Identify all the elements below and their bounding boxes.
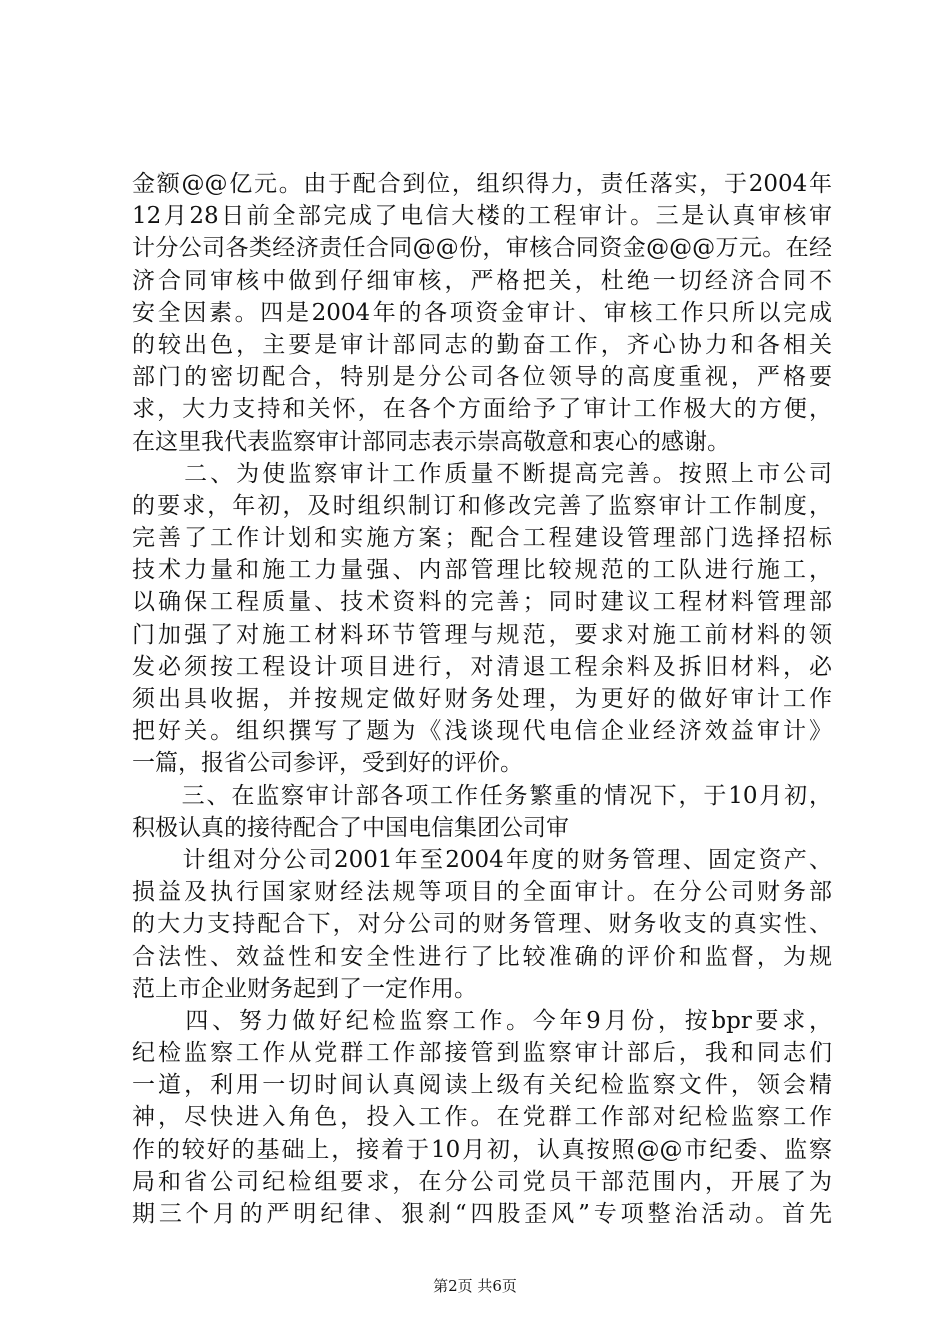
text-line: 的大力支持配合下，对分公司的财务管理、财务收支的真实性、 [132,911,832,938]
text-line: 济合同审核中做到仔细审核，严格把关，杜绝一切经济合同不 [132,267,832,294]
text-line: 完善了工作计划和实施方案；配合工程建设管理部门选择招标 [132,525,832,552]
text-line: 技术力量和施工力量强、内部管理比较规范的工队进行施工， [132,557,832,584]
text-line: 期三个月的严明纪律、狠刹“四股歪风”专项整治活动。首先 [132,1201,832,1227]
text-line: 合法性、效益性和安全性进行了比较准确的评价和监督，为规 [132,943,832,970]
text-line: 12月28日前全部完成了电信大楼的工程审计。三是认真审核审 [132,203,832,230]
text-line: 积极认真的接待配合了中国电信集团公司审 [132,814,569,841]
text-line: 的要求，年初，及时组织制订和修改完善了监察审计工作制度， [132,492,832,519]
text-line: 计组对分公司2001年至2004年度的财务管理、固定资产、 [132,846,832,873]
page-footer: 第2页 共6页 [433,1277,517,1295]
text-line: 损益及执行国家财经法规等项目的全面审计。在分公司财务部 [132,879,832,906]
text-line: 的较出色，主要是审计部同志的勤奋工作，齐心协力和各相关 [132,331,832,358]
text-line: 须出具收据，并按规定做好财务处理，为更好的做好审计工作 [132,686,832,712]
text-line: 范上市企业财务起到了一定作用。 [132,975,477,1002]
text-line: 安全因素。四是2004年的各项资金审计、审核工作只所以完成 [132,299,832,326]
body-text [132,168,832,1230]
text-line: 求，大力支持和关怀，在各个方面给予了审计工作极大的方便， [132,396,832,423]
text-line: 在这里我代表监察审计部同志表示崇高敬意和衷心的感谢。 [132,428,730,455]
text-line: 计分公司各类经济责任合同@@份，审核合同资金@@@万元。在经 [132,235,832,262]
text-line: 把好关。组织撰写了题为《浅谈现代电信企业经济效益审计》 [132,718,832,745]
text-line: 发必须按工程设计项目进行，对清退工程余料及拆旧材料，必 [132,653,832,680]
text-line: 纪检监察工作从党群工作部接管到监察审计部后，我和同志们 [132,1040,832,1067]
text-line: 三、在监察审计部各项工作任务繁重的情况下，于10月初， [132,782,832,809]
text-line: 金额@@亿元。由于配合到位，组织得力，责任落实，于2004年 [132,171,832,197]
text-line: 门加强了对施工材料环节管理与规范，要求对施工前材料的领 [132,621,832,648]
text-line: 局和省公司纪检组要求，在分公司党员干部范围内，开展了为 [132,1168,832,1195]
text-line: 部门的密切配合，特别是分公司各位领导的高度重视，严格要 [132,364,832,391]
text-line: 一道，利用一切时间认真阅读上级有关纪检监察文件，领会精 [132,1072,832,1099]
text-line: 一篇，报省公司参评，受到好的评价。 [132,750,523,777]
text-line: 以确保工程质量、技术资料的完善；同时建议工程材料管理部 [132,589,832,616]
text-line: 二、为使监察审计工作质量不断提高完善。按照上市公司 [132,460,832,487]
text-line: 四、努力做好纪检监察工作。今年9月份，按bpr要求， [132,1007,832,1034]
text-line: 神，尽快进入角色，投入工作。在党群工作部对纪检监察工作 [132,1104,832,1131]
text-line: 作的较好的基础上，接着于10月初，认真按照@@市纪委、监察 [132,1136,832,1163]
